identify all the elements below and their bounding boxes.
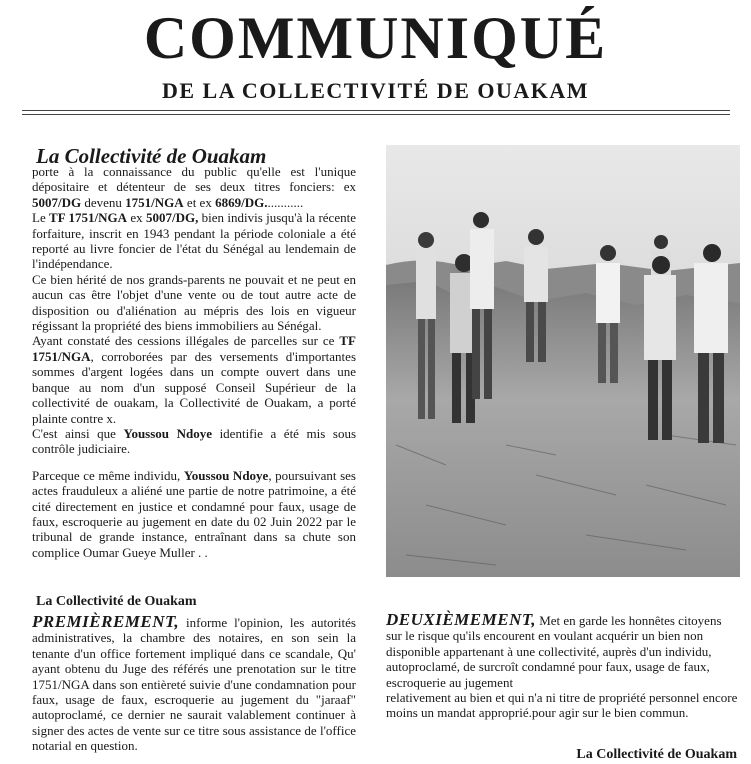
paragraph: DEUXIÈMEMENT, Met en garde les honnêtes citoyens sur le risque qu'ils encourent en voulant acquérir un bien non disponible appartenant à une collectivité, auprès d'un individu, autoproclamé, de surcroît condamné pour faux, usage de faux, escroquerie au jugement — [386, 610, 722, 690]
lede-heading: La Collectivité de Ouakam — [36, 144, 267, 168]
section-second — [386, 612, 738, 721]
paragraph: relativement au bien et qui n'a ni titre de propriété personnel encore moins un mandat approprié.pour agir sur le bien commun. — [386, 690, 738, 721]
paragraph: PREMIÈREMENT, informe l'opinion, les autorités administratives, la chambre des notaires, en son sein la tenante d'un office fortement impliqué dans ce scandale, Qu' ayant obtenu du Juge des référés une prenotation sur le titre 1751/NGA dans son entièreté suivie d'une condamnation pour faux, usage de faux, escroquerie au jugement du "jaraaf" autoproclamé, ce dernier ne saurait valablement continuer à signer des actes de vente sur ce titre sous assistance de l'office notarial en question. — [32, 612, 356, 754]
page-subtitle: DE LA COLLECTIVITÉ DE OUAKAM — [161, 78, 590, 103]
page-title: COMMUNIQUÉ — [143, 5, 608, 71]
paragraph: Parceque ce même individu, Youssou Ndoye, poursuivant ses actes frauduleux a aliéné une partie de notre patrimoine, a été cité directement en justice et condamné pour faux, usage de faux, escroquerie au jugement en date du 02 Juin 2022 par le tribunal de grande instance, entraînant dans sa chute son complice Oumar Gueye Muller . . — [32, 467, 356, 560]
header-rule — [22, 114, 730, 115]
signature: La Collectivité de Ouakam — [576, 747, 737, 762]
lead-in: PREMIÈREMENT, — [32, 612, 180, 631]
header-rule — [22, 110, 730, 111]
section-heading: La Collectivité de Ouakam — [36, 594, 197, 609]
paragraph: Le TF 1751/NGA ex 5007/DG, bien indivis jusqu'à la récente forfaiture, inscrit en 1943 pendant la période coloniale a été reporté au livre foncier de l'état du Sénégal au lendemain de l'indépendance. — [32, 210, 356, 272]
paragraph: Ce bien hérité de nos grands-parents ne pouvait et ne peut en aucun cas être l'objet d'une vente ou de tout autre acte de disposition ou d'aliénation au mépris des lois en vigueur régissant la propriété des biens immobiliers au Sénégal. — [32, 271, 356, 334]
lead-in: DEUXIÈMEMENT, — [386, 610, 536, 629]
paragraph: C'est ainsi que Youssou Ndoye identifie a été mis sous contrôle judiciaire. — [32, 425, 357, 457]
lede-body — [32, 164, 356, 560]
paragraph: Ayant constaté des cessions illégales de parcelles sur ce TF 1751/NGA, corroborées par des versements d'importantes sommes d'argent logées dans un compte ouvert dans une banque au nom d'un supposé Conseil Supérieur de la collectivité de ouakam, la Collectivité de Ouakam, a porté plainte contre x. — [32, 333, 356, 426]
section-first — [32, 614, 356, 754]
group-photo — [386, 145, 740, 577]
paragraph: porte à la connaissance du public qu'elle est l'unique dépositaire et détenteur de ses deux titres fonciers: ex 5007/DG devenu 1751/NGA et ex 6869/DG............ — [32, 164, 356, 210]
